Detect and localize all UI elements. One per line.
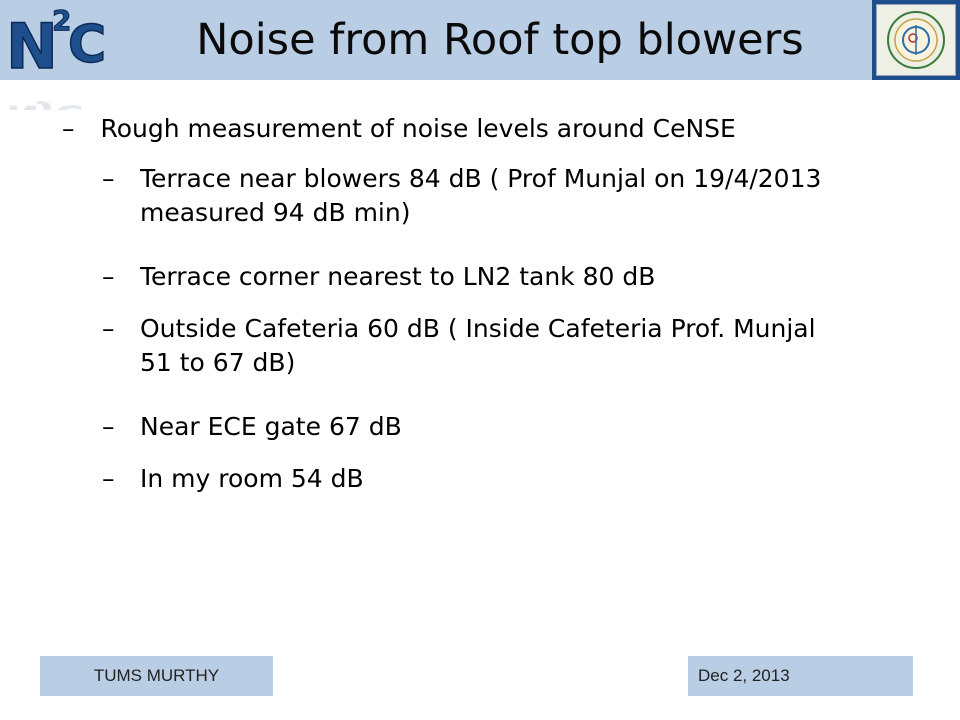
logo-c-letter: C xyxy=(68,15,107,75)
bullet-text: In my room 54 dB xyxy=(140,464,364,493)
bullet-text: Outside Cafeteria 60 dB ( Inside Cafeteria Prof. Munjal 51 to 67 dB) xyxy=(140,314,816,377)
bullet-level1 xyxy=(62,112,736,146)
bullet-text: Terrace near blowers 84 dB ( Prof Munjal on 19/4/2013 measured 94 dB min) xyxy=(140,164,822,227)
footer-author: TUMS MURTHY xyxy=(40,656,273,696)
logo-n-letter: N xyxy=(6,10,58,83)
cense-logo xyxy=(872,0,960,80)
bullet-text: Terrace corner nearest to LN2 tank 80 dB xyxy=(140,262,656,291)
bullet-text: Rough measurement of noise levels around CeNSE xyxy=(100,114,736,143)
bullet-dash: – xyxy=(102,314,115,343)
bullet-dash: – xyxy=(102,464,115,493)
bullet-dash: – xyxy=(62,114,75,143)
bullet-text: Near ECE gate 67 dB xyxy=(140,412,402,441)
bullet-dash: – xyxy=(102,412,115,441)
logo-superscript: 2 xyxy=(52,4,72,37)
slide-title: Noise from Roof top blowers xyxy=(196,15,804,65)
bullet-dash: – xyxy=(102,262,115,291)
footer-date: Dec 2, 2013 xyxy=(688,656,913,696)
n2c-logo xyxy=(0,0,120,110)
logo-reflection xyxy=(6,100,84,110)
bullet-dash: – xyxy=(102,164,115,193)
